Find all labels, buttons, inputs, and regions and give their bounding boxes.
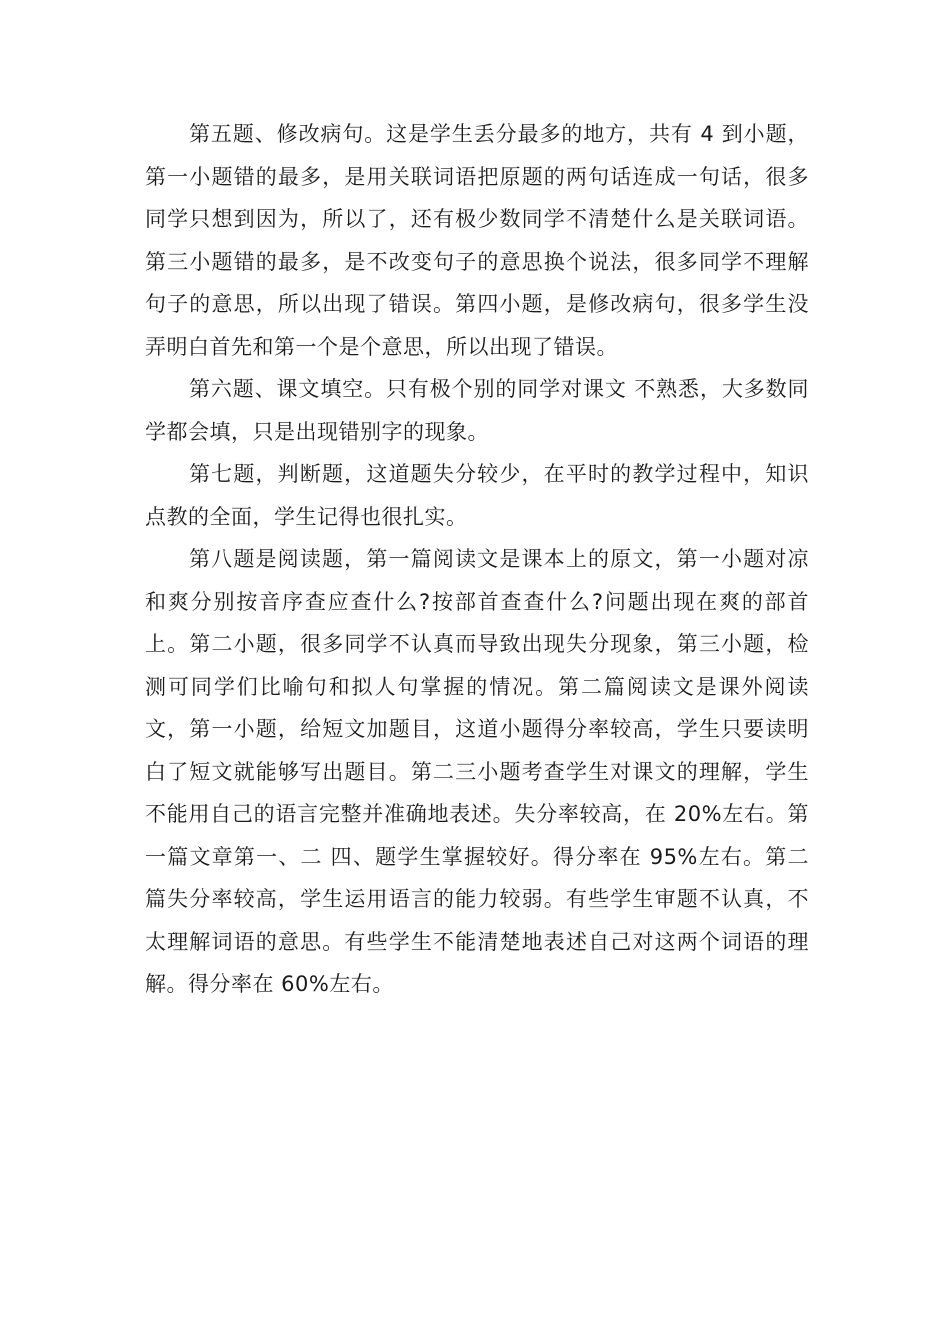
paragraph-question-6: 第六题、课文填空。只有极个别的同学对课文 不熟悉，大多数同学都会填，只是出现错别字的现象。 xyxy=(145,377,809,444)
paragraph-question-8: 第八题是阅读题，第一篇阅读文是课本上的原文，第一小题对凉和爽分别按音序查应查什么?按部首查查什么?问题出现在爽的部首上。第二小题，很多同学不认真而导致出现失分现象，第三小题，检测可同学们比喻句和拟人句掌握的情况。第二篇阅读文是课外阅读文，第一小题，给短文加题目，这道小题得分率较高，学生只要读明白了短文就能够写出题目。第二三小题考查学生对课文的理解，学生不能用自己的语言完整并准确地表述。失分率较高，在 20%左右。第一篇文章第一、二 四、题学生掌握较好。得分率在 95%左右。第二篇失分率较高，学生运用语言的能力较弱。有些学生审题不认真，不太理解词语的意思。有些学生不能清楚地表述自己对这两个词语的理解。得分率在 60%左右。 xyxy=(145,547,809,996)
paragraph-question-7: 第七题，判断题，这道题失分较少，在平时的教学过程中，知识点教的全面，学生记得也很扎实。 xyxy=(145,462,809,529)
paragraph-question-5: 第五题、修改病句。这是学生丢分最多的地方，共有 4 到小题，第一小题错的最多，是用关联词语把原题的两句话连成一句话，很多同学只想到因为，所以了，还有极少数同学不清楚什么是关联词语。第三小题错的最多，是不改变句子的意思换个说法，很多同学不理解句子的意思，所以出现了错误。第四小题，是修改病句，很多学生没弄明白首先和第一个是个意思，所以出现了错误。 xyxy=(145,122,809,359)
document-body xyxy=(145,113,809,1006)
